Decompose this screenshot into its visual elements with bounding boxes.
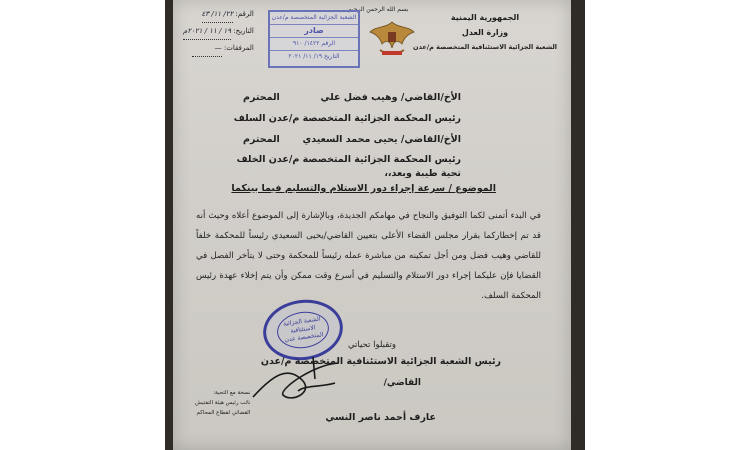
recipient-1-title: رئيس المحكمة الجزائية المتخصصة م/عدن السلف	[233, 113, 461, 124]
bismillah: بسم الله الرحمن الرحيم	[348, 6, 409, 13]
recipient-2-title: رئيس المحكمة الجزائية المتخصصة م/عدن الخلف	[236, 154, 461, 165]
number-label: الرقم:	[235, 10, 254, 18]
subject-line: الموضوع / سرعة إجراء دور الاستلام والتسليم فيما بينكما	[231, 183, 496, 194]
judge-label: القاضي/	[383, 378, 421, 388]
signer-title: رئيس الشعبة الجزائية الاستئنافية المتخصصة م/عدن	[260, 356, 501, 367]
cc-heading: نسخة مع التحية:	[213, 390, 251, 396]
signer-name: عارف أحمد ناصر النسي	[325, 412, 436, 423]
letter-paper	[173, 0, 571, 450]
number-value: ٢٢/ ١١/ ٤٣	[202, 6, 234, 23]
stamp-line-2: صادر	[270, 25, 358, 38]
attachments-value: —	[192, 40, 222, 57]
stamp-line-3: الرقم ١٤٢٢/ ٩١٠	[270, 38, 358, 51]
greeting: تحية طيبة وبعد،،	[384, 168, 461, 179]
date-label: التاريخ:	[233, 27, 254, 35]
letter-body: في البدء أتمنى لكما التوفيق والنجاح في مهامكم الجديدة، وبالإشارة إلى الموضوع أعلاه وحيث أنه قد تم إخطاركما بقرار مجلس القضاء الأعلى بتعيين القاضي/يحيى السعيدي رئيساً للمحكمة خلفاً للقاضي وهيب فضل ومن أجل تمكينه من مباشرة عمله رئيساً للمحكمة وحتى لا يتأخر الفصل في القضايا فإن عليكما إجراء دور الاستلام والتسليم في أسرع وقت ممكن وأن يتم إخلاء عهدة رئيس المحكمة السلف.	[196, 211, 541, 301]
attachments-label: المرفقات:	[223, 44, 254, 52]
handwritten-signature-icon	[243, 345, 353, 415]
date-value: ١٩ / ١١ / ٢٠٢١م	[183, 23, 231, 40]
division-name: الشعبة الجزائية الاستئنافية المتخصصة م/عدن	[413, 43, 557, 51]
republic-name: الجمهورية اليمنية	[450, 13, 520, 22]
stamp-line-1: الشعبة الجزائية المتخصصة م/عدن	[270, 12, 358, 25]
respected-1: المحترم	[243, 92, 280, 103]
closing: وتقبلوا تحياتي	[347, 340, 396, 350]
cc-line-2: القضائي لقطاع المحاكم	[196, 410, 251, 416]
recipient-1: الأخ/القاضي/ وهيب فضل علي	[320, 92, 461, 103]
stamp-line-4: التاريخ ١٩/ ١١/ ٢٠٢١	[288, 53, 340, 60]
seal-text: الشعبة الجزائية الاستئنافية المتخصصة عدن	[282, 315, 324, 344]
letterhead	[413, 10, 557, 55]
cc-line-1: نائب رئيس هيئة التفتيش	[195, 400, 251, 406]
cc-block	[195, 388, 250, 418]
ministry-name: وزارة العدل	[461, 28, 509, 37]
document-photo	[165, 0, 585, 450]
respected-2: المحترم	[243, 134, 280, 145]
recipient-2: الأخ/القاضي/ يحيى محمد السعيدي	[302, 134, 461, 145]
outgoing-stamp	[268, 10, 360, 68]
yemen-eagle-emblem-icon	[368, 18, 416, 60]
reference-block	[183, 6, 254, 57]
